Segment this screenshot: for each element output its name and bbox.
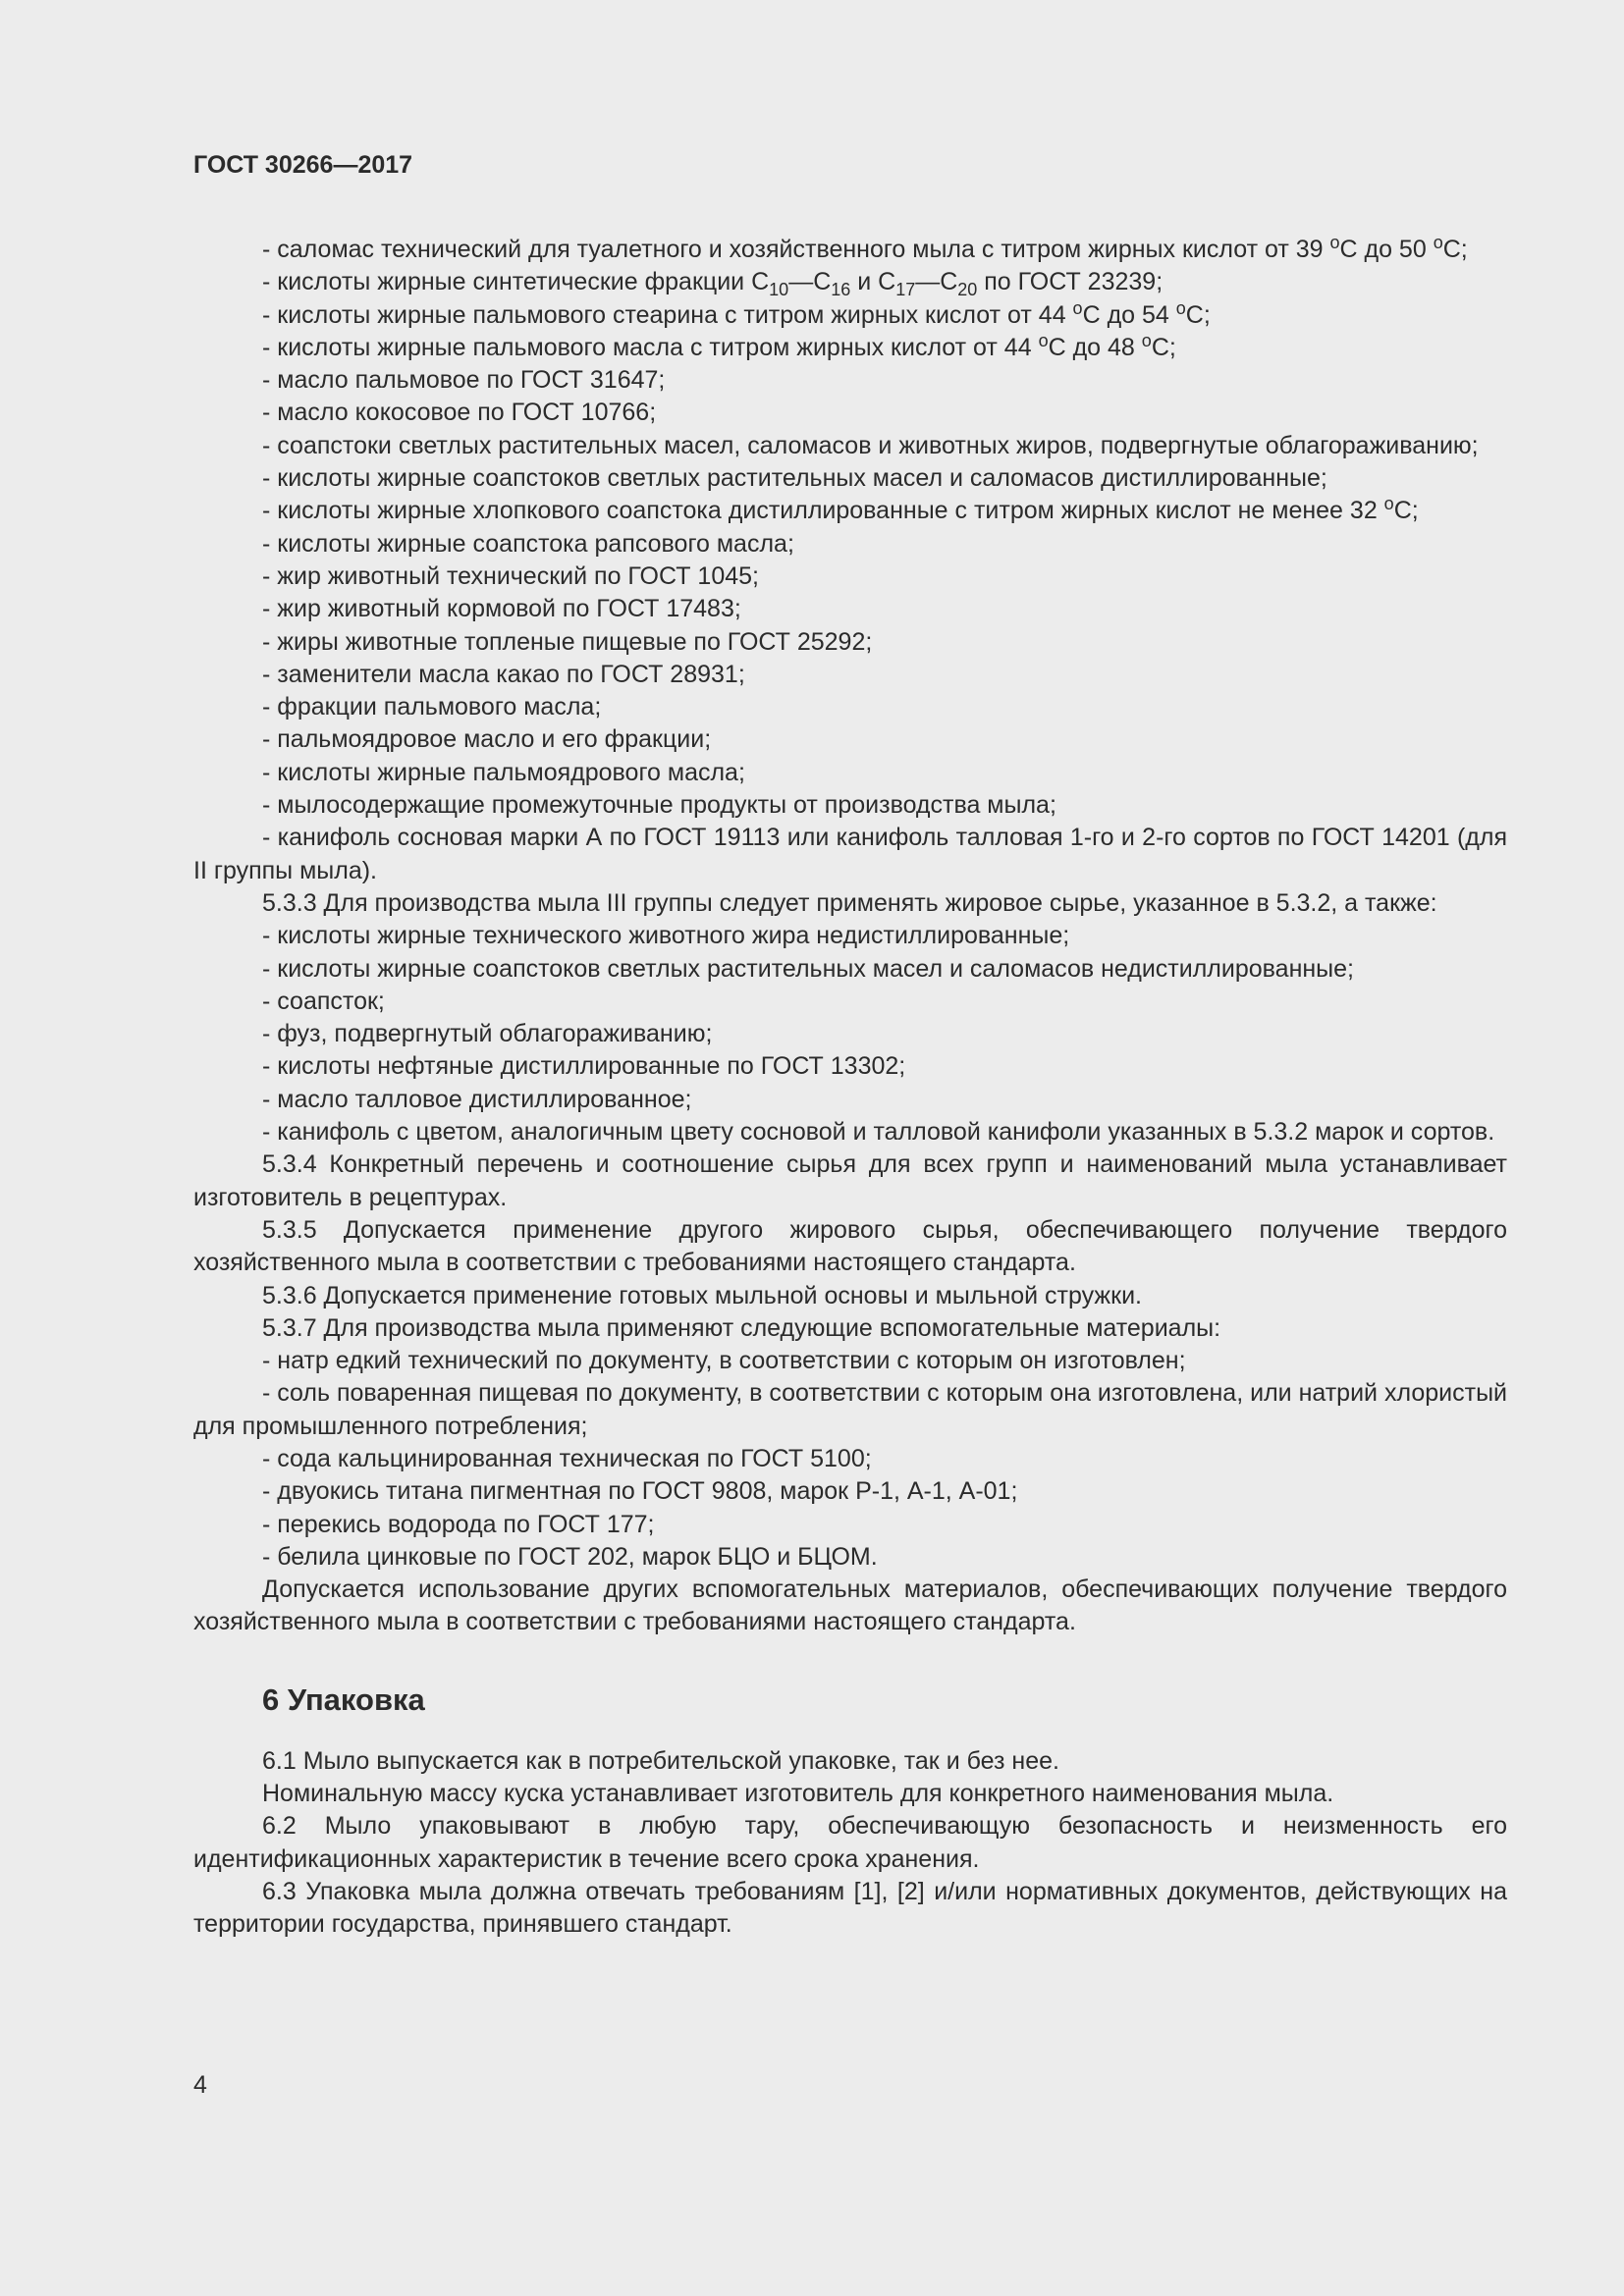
superscript: о <box>1329 233 1340 252</box>
text-run: 5.3.7 Для производства мыла применяют следующие вспомогательные материалы: <box>262 1313 1221 1342</box>
paragraph <box>193 1876 1507 1942</box>
paragraph <box>193 1541 1507 1574</box>
paragraph <box>193 1214 1507 1280</box>
document-page <box>193 147 1507 1942</box>
paragraph <box>193 953 1507 986</box>
text-run: 5.3.4 Конкретный перечень и соотношение сырья для всех групп и наименований мыла устанавливает изготовитель в рецептурах. <box>193 1150 1507 1211</box>
text-run: - соапстоки светлых растительных масел, саломасов и животных жиров, подвергнутые облагораживанию; <box>262 431 1479 459</box>
text-run: - кислоты жирные соапстоков светлых растительных масел и саломасов недистиллированные; <box>262 954 1354 983</box>
text-run: - масло талловое дистиллированное; <box>262 1085 692 1113</box>
paragraph <box>193 234 1507 266</box>
paragraph <box>193 1443 1507 1475</box>
text-run: - фуз, подвергнутый облагораживанию; <box>262 1020 713 1048</box>
superscript: о <box>1175 297 1186 318</box>
page-number: 4 <box>193 2071 207 2099</box>
paragraph <box>193 1778 1507 1810</box>
section-5-3-body <box>193 234 1507 1639</box>
superscript: о <box>1072 297 1083 318</box>
text-run: - перекись водорода по ГОСТ 177; <box>262 1510 655 1538</box>
text-run: 6.3 Упаковка мыла должна отвечать требованиям [1], [2] и/или нормативных документов, действующих на территории государства, принявшего стандарт. <box>193 1877 1507 1939</box>
paragraph <box>193 757 1507 789</box>
paragraph <box>193 691 1507 723</box>
paragraph <box>193 397 1507 429</box>
text-run: и С <box>850 268 896 296</box>
text-run: - кислоты жирные пальмового масла с титром жирных кислот от 44 <box>262 333 1039 361</box>
text-run: - канифоль с цветом, аналогичным цвету сосновой и талловой канифоли указанных в 5.3.2 марок и сортов. <box>262 1118 1495 1147</box>
paragraph <box>193 723 1507 756</box>
paragraph <box>193 364 1507 397</box>
text-run: - масло кокосовое по ГОСТ 10766; <box>262 399 657 427</box>
paragraph <box>193 561 1507 593</box>
paragraph <box>193 1345 1507 1377</box>
text-run: - масло пальмовое по ГОСТ 31647; <box>262 366 666 395</box>
paragraph <box>193 626 1507 659</box>
paragraph <box>193 1280 1507 1312</box>
paragraph <box>193 1745 1507 1778</box>
text-run: Допускается использование других вспомогательных материалов, обеспечивающих получение твердого хозяйственного мыла в соответствии с требованиями настоящего стандарта. <box>193 1575 1507 1636</box>
paragraph <box>193 266 1507 298</box>
text-run: - сода кальцинированная техническая по ГОСТ 5100; <box>262 1444 872 1472</box>
paragraph <box>193 332 1507 364</box>
text-run: С; <box>1442 236 1468 263</box>
paragraph <box>193 1116 1507 1148</box>
paragraph <box>193 528 1507 561</box>
paragraph <box>193 822 1507 887</box>
paragraph <box>193 887 1507 920</box>
text-run: - кислоты жирные пальмоядрового масла; <box>262 758 745 786</box>
paragraph <box>193 920 1507 952</box>
text-run: - кислоты жирные хлопкового соапстока дистиллированные с титром жирных кислот не менее 32 <box>262 497 1384 525</box>
paragraph <box>193 1475 1507 1508</box>
text-run: С до 54 <box>1082 300 1176 329</box>
superscript: о <box>1383 494 1394 514</box>
text-run: - мылосодержащие промежуточные продукты от производства мыла; <box>262 791 1056 820</box>
text-run: по ГОСТ 23239; <box>977 268 1164 296</box>
document-header: ГОСТ 30266—2017 <box>193 151 413 179</box>
text-run: - пальмоядровое масло и его фракции; <box>262 725 712 754</box>
paragraph <box>193 1377 1507 1443</box>
subscript: 17 <box>895 279 916 299</box>
text-run: С; <box>1185 300 1211 329</box>
subscript: 16 <box>831 279 851 299</box>
text-run: - соапсток; <box>262 987 385 1015</box>
text-run: - жир животный технический по ГОСТ 1045; <box>262 561 759 590</box>
text-run: - натр едкий технический по документу, в соответствии с которым он изготовлен; <box>262 1347 1186 1375</box>
paragraph <box>193 1084 1507 1116</box>
text-run: 6.2 Мыло упаковывают в любую тару, обеспечивающую безопасность и неизменность его идентификационных характеристик в течение всего срока хранения. <box>193 1812 1507 1873</box>
text-run: 5.3.5 Допускается применение другого жирового сырья, обеспечивающего получение твердого хозяйственного мыла в соответствии с требованиями настоящего стандарта. <box>193 1215 1507 1277</box>
paragraph <box>193 462 1507 495</box>
text-run: Номинальную массу куска устанавливает изготовитель для конкретного наименования мыла. <box>262 1780 1334 1808</box>
superscript: о <box>1433 233 1443 252</box>
text-run: С; <box>1393 497 1419 525</box>
text-run: - кислоты жирные технического животного жира недистиллированные; <box>262 922 1070 950</box>
text-run: - кислоты жирные соапстока рапсового масла; <box>262 529 794 558</box>
text-run: - саломас технический для туалетного и хозяйственного мыла с титром жирных кислот от 39 <box>262 236 1330 263</box>
subscript: 20 <box>957 279 978 299</box>
superscript: о <box>1038 330 1049 350</box>
superscript: о <box>1141 330 1152 350</box>
text-run: - заменители масла какао по ГОСТ 28931; <box>262 660 745 688</box>
text-run: - кислоты жирные синтетические фракции С <box>262 268 770 296</box>
text-run: - кислоты нефтяные дистиллированные по ГОСТ 13302; <box>262 1052 906 1081</box>
paragraph <box>193 659 1507 691</box>
text-run: - кислоты жирные пальмового стеарина с титром жирных кислот от 44 <box>262 300 1073 329</box>
paragraph <box>193 1050 1507 1083</box>
text-run: - белила цинковые по ГОСТ 202, марок БЦО и БЦОМ. <box>262 1542 878 1571</box>
text-run: - двуокись титана пигментная по ГОСТ 9808, марок Р-1, А-1, А-01; <box>262 1477 1018 1506</box>
paragraph <box>193 789 1507 822</box>
paragraph <box>193 1810 1507 1876</box>
text-run: С до 48 <box>1048 333 1142 361</box>
paragraph <box>193 1312 1507 1345</box>
paragraph <box>193 299 1507 332</box>
text-run: - жиры животные топленые пищевые по ГОСТ 25292; <box>262 627 873 656</box>
paragraph <box>193 1018 1507 1050</box>
paragraph <box>193 593 1507 625</box>
subscript: 10 <box>769 279 789 299</box>
text-run: —С <box>915 268 958 296</box>
paragraph <box>193 495 1507 527</box>
text-run: - соль поваренная пищевая по документу, в соответствии с которым она изготовлена, или натрий хлористый для промышленного потребления; <box>193 1379 1507 1440</box>
text-run: - жир животный кормовой по ГОСТ 17483; <box>262 595 741 623</box>
section-6-title: 6 Упаковка <box>262 1682 425 1717</box>
paragraph <box>193 1574 1507 1639</box>
text-run: 5.3.3 Для производства мыла III группы следует применять жировое сырье, указанное в 5.3.2, а также: <box>262 888 1437 917</box>
text-run: 5.3.6 Допускается применение готовых мыльной основы и мыльной стружки. <box>262 1281 1142 1309</box>
text-run: - кислоты жирные соапстоков светлых растительных масел и саломасов дистиллированные; <box>262 464 1327 493</box>
text-run: —С <box>788 268 832 296</box>
paragraph <box>193 430 1507 462</box>
text-run: - фракции пальмового масла; <box>262 693 602 721</box>
text-run: - канифоль сосновая марки А по ГОСТ 19113 или канифоль талловая 1-го и 2-го сортов по ГОСТ 14201 (для II группы мыла). <box>193 824 1507 884</box>
text-run: С; <box>1151 333 1176 361</box>
text-run: 6.1 Мыло выпускается как в потребительской упаковке, так и без нее. <box>262 1746 1059 1775</box>
text-run: С до 50 <box>1339 236 1434 263</box>
paragraph <box>193 986 1507 1018</box>
paragraph <box>193 1148 1507 1214</box>
section-6-body <box>193 1745 1507 1942</box>
paragraph <box>193 1509 1507 1541</box>
